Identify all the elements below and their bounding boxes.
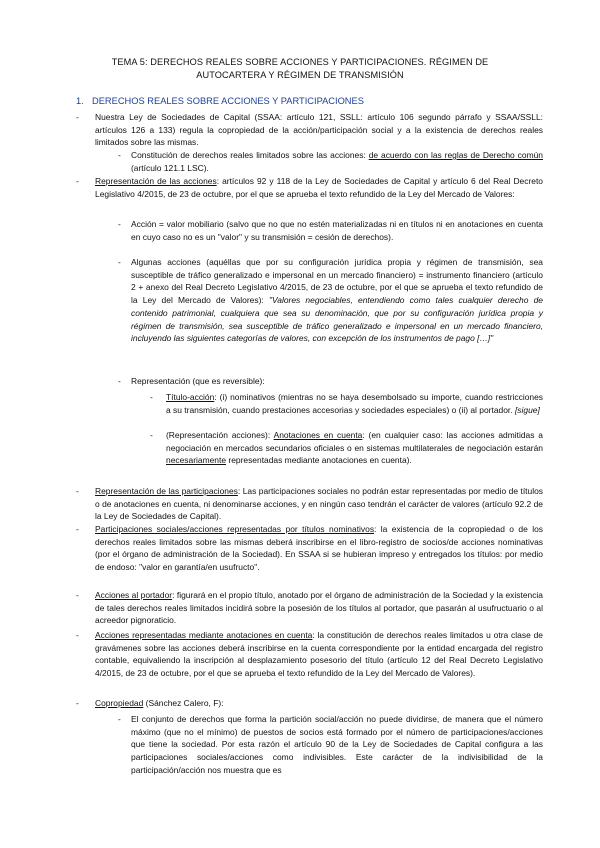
bullet-dash: - bbox=[76, 176, 79, 186]
paragraph-constitucion: Constitución de derechos reales limitados sobre las acciones: de acuerdo con las reglas de Derecho común (artículo 121.1 LSC). bbox=[131, 150, 543, 173]
paragraph-titulo-accion: Título-acción: (i) nominativos (mientras no se haya desembolsado su importe, cuando restricciones a su transmisión, cuando prestaciones accesorias y sociedades especiales) o (ii) al portador. [sigue] bbox=[166, 392, 543, 415]
section-heading bbox=[76, 95, 364, 107]
bullet-dash: - bbox=[76, 524, 79, 534]
paragraph-anotaciones-cuenta: Acciones representadas mediante anotaciones en cuenta: la constitución de derechos reales limitados u otra clase de gravámenes sobre las acciones deberá inscribirse en la cuenta correspondiente por la entidad encargada del registro contable, equivaliendo la inscripción al desplazamiento posesorio del título (artículo 12 del Real Decreto Legislativo 4/2015, de 23 de octubre, por el que se aprueba el texto refundido de la Ley del Mercado de Valores). bbox=[95, 630, 543, 679]
bullet-dash: - bbox=[76, 698, 79, 708]
bullet-dash: - bbox=[150, 430, 153, 440]
document-title bbox=[60, 56, 540, 81]
bullet-dash: - bbox=[118, 257, 121, 267]
paragraph-indivisibilidad: El conjunto de derechos que forma la partición social/acción no puede dividirse, de manera que el número máximo (que no el mínimo) de puestos de socios está formado por el número de participaciones/acciones que tiene la sociedad. Por esta razón el artículo 90 de la Ley de Sociedades de Capital configura a las participaciones sociales/acciones como indivisibles. Este carácter de la indivisibilidad de la participación/acción nos muestra que es bbox=[131, 714, 543, 775]
paragraph-ley-sociedades: Nuestra Ley de Sociedades de Capital (SSAA: artículo 121, SSLL: artículo 106 segundo párrafo y SSAA/SSLL: artículos 126 a 133) regula la copropiedad de la acción/participación social y a la existencia de derechos reales limitados sobre las mismas. bbox=[95, 112, 543, 148]
paragraph-representacion: Representación (que es reversible): bbox=[131, 376, 265, 386]
bullet-dash: - bbox=[76, 590, 79, 600]
paragraph-representacion-participaciones: Representación de las participaciones: Las participaciones sociales no podrán estar representadas por medio de títulos o de anotaciones en cuenta, ni denominarse acciones, y en ningún caso tendrán el carácter de valores (artículo 92.2 de la Ley de Sociedades de Capital). bbox=[95, 486, 543, 522]
bullet-dash: - bbox=[76, 486, 79, 496]
bullet-dash: - bbox=[76, 112, 79, 122]
paragraph-titulos-nominativos: Participaciones sociales/acciones representadas por títulos nominativos: la existencia de la copropiedad o de los derechos reales limitados sobre las mismas deberá inscribirse en el libro-registro de socios/de acciones nominativas (por el órgano de administración de la Sociedad). En SSAA si se hubieran impreso y entregados los títulos: por medio de endoso: "valor en garantía/en usufructo". bbox=[95, 524, 543, 573]
bullet-dash: - bbox=[118, 376, 121, 386]
section-title: DERECHOS REALES SOBRE ACCIONES Y PARTICIPACIONES bbox=[92, 96, 364, 106]
section-number: 1. bbox=[76, 96, 84, 106]
paragraph-copropiedad: Copropiedad (Sánchez Calero, F): bbox=[95, 698, 224, 708]
paragraph-anotaciones: (Representación acciones): Anotaciones en cuenta: (en cualquier caso: las acciones admitidas a negociación en mercados secundarios oficiales o en sistemas multilaterales de negociación estarán necesariamente representadas mediante anotaciones en cuenta). bbox=[166, 430, 543, 466]
bullet-dash: - bbox=[118, 219, 121, 229]
bullet-dash: - bbox=[150, 392, 153, 402]
bullet-dash: - bbox=[76, 630, 79, 640]
paragraph-acciones-portador: Acciones al portador: figurará en el propio título, anotado por el órgano de administración de la Sociedad y la existencia de tales derechos reales limitados incidirá sobre la posesión de los títulos al portador, que pasarán al usufructuario o al acreedor pignoraticio. bbox=[95, 590, 543, 626]
bullet-dash: - bbox=[118, 150, 121, 160]
title-line-1: TEMA 5: DERECHOS REALES SOBRE ACCIONES Y PARTICIPACIONES. RÉGIMEN DE bbox=[111, 57, 489, 67]
bullet-dash: - bbox=[118, 714, 121, 724]
paragraph-instrumento-financiero: Algunas acciones (aquéllas que por su configuración jurídica propia y régimen de transmisión, sea susceptible de tráfico generalizado e impersonal en un mercado financiero) = instrumento financiero (artículo 2 + anexo del Real Decreto Legislativo 4/2015, de 23 de octubre, por el que se aprueba el texto refundido de la Ley del Mercado de Valores): "Valores negociables, entendiendo como tales cualquier derecho de contenido patrimonial, cualquiera que sea su denominación, que por su configuración jurídica propia y régimen de transmisión, sea susceptible de tráfico generalizado e impersonal en un mercado financiero, incluyendo las siguientes categorías de valores, con excepción de los instrumentos de pago […]" bbox=[131, 257, 544, 344]
title-line-2: AUTOCARTERA Y RÉGIMEN DE TRANSMISIÓN bbox=[196, 69, 404, 80]
paragraph-representacion-acciones: Representación de las acciones: artículos 92 y 118 de la Ley de Sociedades de Capital y artículo 6 del Real Decreto Legislativo 4/2015, de 23 de octubre, por el que se aprueba el texto refundido de la Ley del Mercado de Valores: bbox=[95, 176, 544, 199]
paragraph-accion-valor: Acción = valor mobiliario (salvo que no que no estén materializadas ni en títulos ni en anotaciones en cuenta en cuyo caso no es un "valor" y su transmisión = cesión de derechos). bbox=[131, 219, 543, 242]
